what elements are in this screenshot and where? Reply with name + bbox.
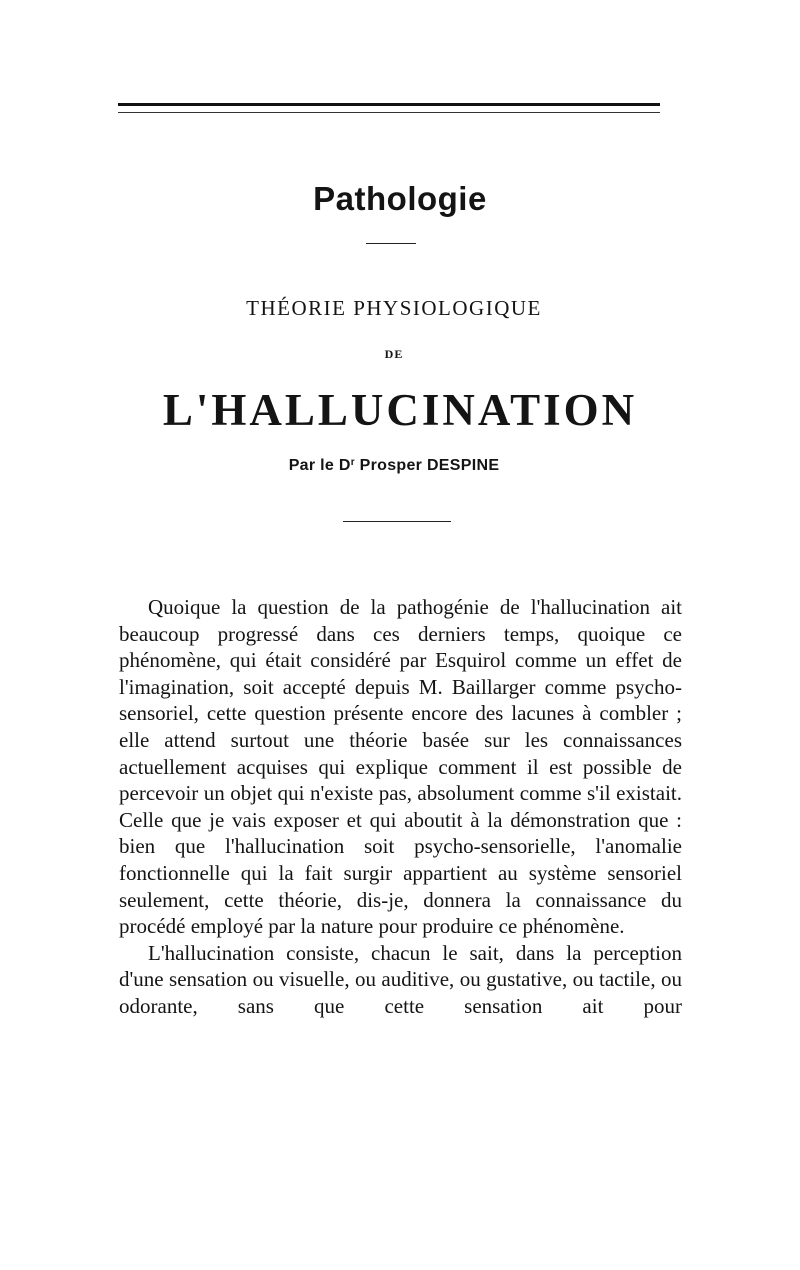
article-subtitle: THÉORIE PHYSIOLOGIQUE xyxy=(246,296,542,320)
title-connector: DE xyxy=(384,347,404,361)
rubric-divider xyxy=(366,243,416,244)
header-rule-thin xyxy=(118,112,660,113)
article-body xyxy=(119,594,682,1020)
paragraph: Quoique la question de la pathogénie de l'hallucination ait beaucoup progressé dans ces derniers temps, quoique ce phénomène, qui était considéré par Esquirol comme un effet de l'imagination, soit accepté depuis M. Baillarger comme psycho-sensoriel, cette question présente encore des lacunes à combler ; elle attend surtout une théorie basée sur les connaissances actuellement acquises qui explique comment il est possible de percevoir un objet qui n'existe pas, absolument comme s'il existait. Celle que je vais exposer et qui aboutit à la démonstration que : bien que l'hallucination soit psycho-sensorielle, l'anomalie fonctionnelle qui la fait surgir appartient au système sensoriel seulement, cette théorie, dis-je, donnera la connaissance du procédé employé par la nature pour produire ce phénomène. xyxy=(119,595,682,939)
header-rule-thick xyxy=(118,103,660,106)
byline-author: Prosper DESPINE xyxy=(359,457,500,474)
paragraph: L'hallucination consiste, chacun le sait, dans la perception d'une sensation ou visuelle, ou auditive, ou gustative, ou tactile, ou odorante, sans que cette sensation ait pour xyxy=(119,940,682,1018)
byline-superscript: r xyxy=(350,457,355,468)
author-byline xyxy=(0,457,788,475)
article-title: L'HALLUCINATION xyxy=(162,385,638,435)
byline-prefix: Par le D xyxy=(288,457,351,474)
section-rubric: Pathologie xyxy=(313,180,487,217)
byline-divider xyxy=(343,521,451,522)
